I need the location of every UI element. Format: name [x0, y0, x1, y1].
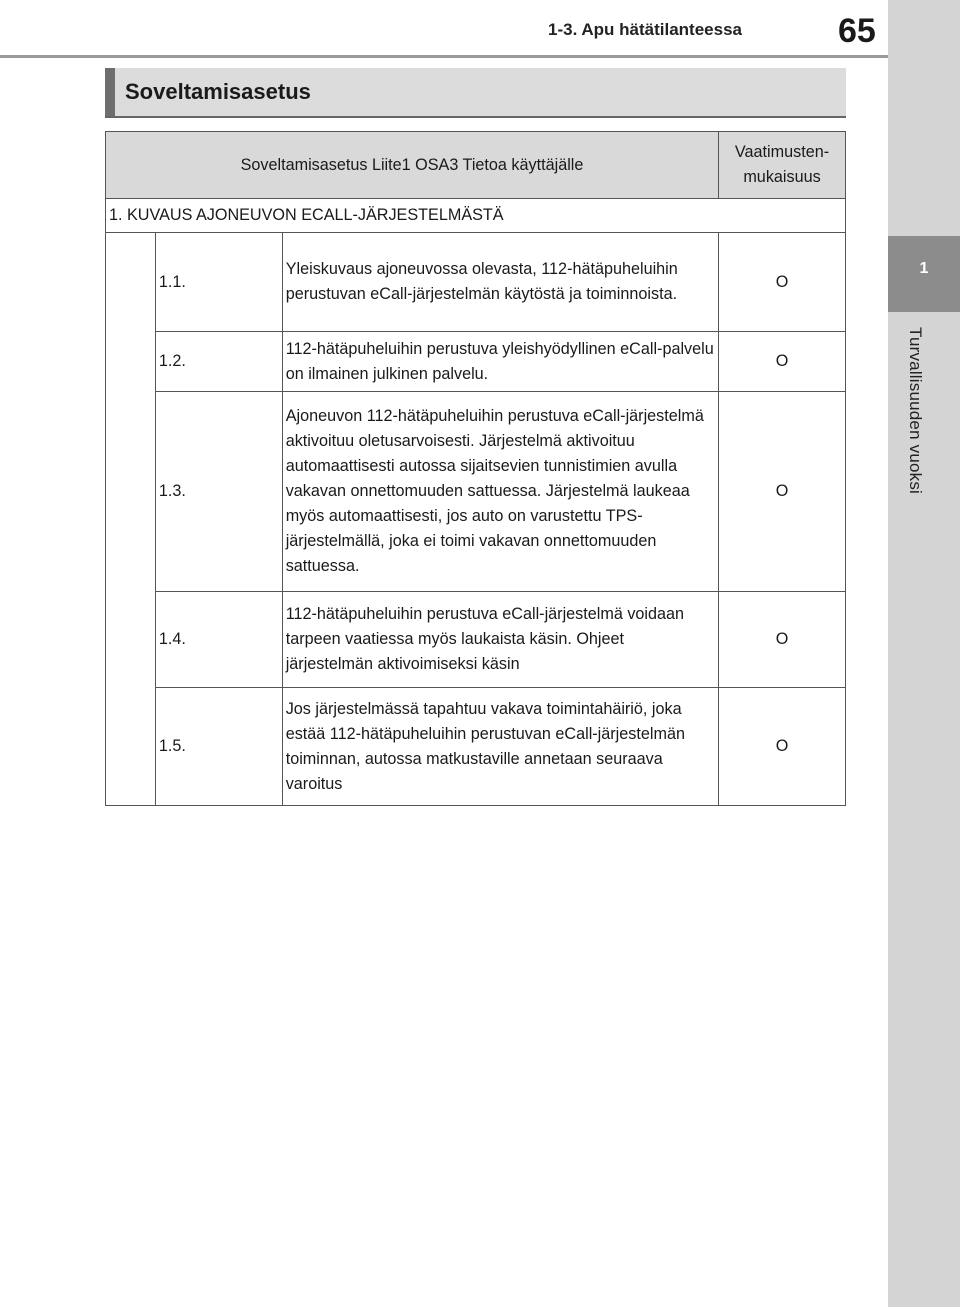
row-compliance: O: [719, 233, 846, 332]
section-accent: [105, 68, 115, 116]
chapter-marker[interactable]: [888, 236, 960, 312]
table-row: [106, 592, 846, 688]
row-compliance: O: [719, 592, 846, 688]
row-description: 112-hätäpuheluihin perustuva eCall-järjestelmä voidaan tarpeen vaatiessa myös laukaista käsin. Ohjeet järjestelmän aktivoimiseksi käsin: [282, 592, 718, 688]
row-description: 112-hätäpuheluihin perustuva yleishyödyllinen eCall-palvelu on ilmainen julkinen palvelu.: [282, 332, 718, 392]
subheading-cell: 1. KUVAUS AJONEUVON ECALL-JÄRJESTELMÄSTÄ: [106, 199, 846, 233]
row-number: 1.1.: [155, 233, 282, 332]
header-cell-main: Soveltamisasetus Liite1 OSA3 Tietoa käyttäjälle: [106, 132, 719, 199]
header-cell-compliance: [719, 132, 846, 199]
table-row: [106, 332, 846, 392]
table-row: [106, 233, 846, 332]
indent-cell: [106, 233, 156, 806]
row-number: 1.2.: [155, 332, 282, 392]
row-description: Ajoneuvon 112-hätäpuheluihin perustuva eCall-järjestelmä aktivoituu oletusarvoisesti. Järjestelmä aktivoituu automaattisesti autossa sijaitsevien tunnistimien avulla vakavan onnettomuuden sattuessa. Järjestelmä laukeaa myös automaattisesti, jos auto on varustettu TPS-järjestelmällä, joka ei toimi vakavan onnettomuuden sattuessa.: [282, 392, 718, 592]
ecall-info-table: [105, 131, 846, 806]
row-number: 1.3.: [155, 392, 282, 592]
section-heading-bar: [105, 68, 846, 118]
row-compliance: O: [719, 392, 846, 592]
chapter-side-tab: [888, 0, 960, 1307]
row-compliance: O: [719, 332, 846, 392]
running-head: 1-3. Apu hätätilanteessa: [548, 20, 742, 39]
chapter-number: 1: [919, 260, 929, 277]
section-title: Soveltamisasetus: [125, 79, 311, 104]
table-header-row: [106, 132, 846, 199]
header-compliance-text: Vaatimusten-mukaisuus: [734, 143, 830, 186]
row-description: Yleiskuvaus ajoneuvossa olevasta, 112-hätäpuheluihin perustuvan eCall-järjestelmän käytöstä ja toiminnoista.: [282, 233, 718, 332]
table-row: [106, 688, 846, 806]
header-divider: [0, 55, 890, 58]
table-row: [106, 392, 846, 592]
chapter-title: Turvallisuuden vuoksi: [906, 327, 925, 495]
page-number: 65: [838, 12, 876, 50]
table-subheading-row: [106, 199, 846, 233]
row-number: 1.5.: [155, 688, 282, 806]
row-compliance: O: [719, 688, 846, 806]
row-number: 1.4.: [155, 592, 282, 688]
row-description: Jos järjestelmässä tapahtuu vakava toimintahäiriö, joka estää 112-hätäpuheluihin perustuvan eCall-järjestelmän toiminnan, autossa matkustaville annetaan seuraava varoitus: [282, 688, 718, 806]
